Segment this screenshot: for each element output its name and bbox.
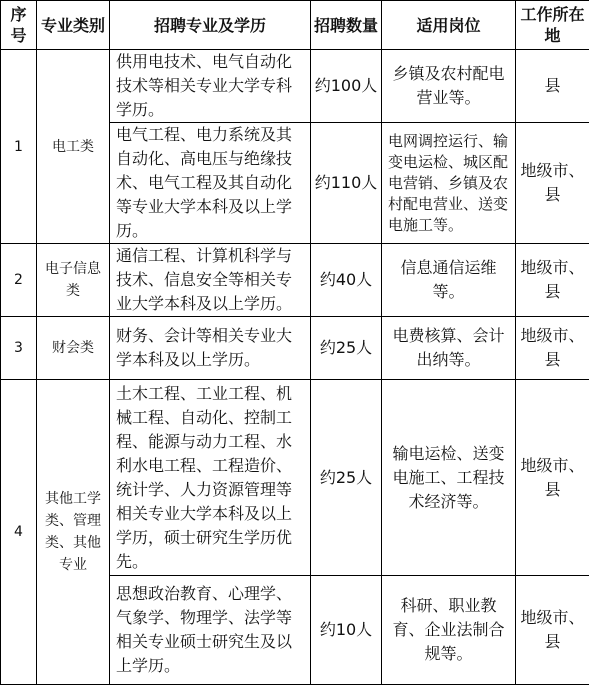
row-count: 约110人 <box>311 123 382 244</box>
row-major: 供用电技术、电气自动化技术等相关专业大学专科学历。 <box>110 50 311 123</box>
table-row <box>1 244 589 317</box>
row-location: 地级市、县 <box>516 576 589 685</box>
header-major: 招聘专业及学历 <box>110 1 311 50</box>
row-count: 约25人 <box>311 380 382 576</box>
row-category: 其他工学类、管理类、其他专业 <box>37 380 110 685</box>
row-position: 乡镇及农村配电营业等。 <box>382 50 516 123</box>
row-category: 电工类 <box>37 50 110 244</box>
row-index: 1 <box>1 50 37 244</box>
row-location: 地级市、县 <box>516 317 589 380</box>
row-position: 输电运检、送变电施工、工程技术经济等。 <box>382 380 516 576</box>
row-index: 3 <box>1 317 37 380</box>
row-count: 约10人 <box>311 576 382 685</box>
row-location: 县 <box>516 50 589 123</box>
header-category: 专业类别 <box>37 1 110 50</box>
row-position: 电费核算、会计出纳等。 <box>382 317 516 380</box>
table-row <box>1 50 589 123</box>
table-row <box>1 317 589 380</box>
row-position: 信息通信运维等。 <box>382 244 516 317</box>
row-category: 财会类 <box>37 317 110 380</box>
header-location: 工作所在地 <box>516 1 589 50</box>
header-count: 招聘数量 <box>311 1 382 50</box>
row-major: 电气工程、电力系统及其自动化、高电压与绝缘技术、电气工程及其自动化等专业大学本科及以上学历。 <box>110 123 311 244</box>
row-location: 地级市、县 <box>516 244 589 317</box>
row-position: 科研、职业教育、企业法制合规等。 <box>382 576 516 685</box>
header-position: 适用岗位 <box>382 1 516 50</box>
row-major: 土木工程、工业工程、机械工程、自动化、控制工程、能源与动力工程、水利水电工程、工程造价、统计学、人力资源管理等相关专业大学本科及以上学历，硕士研究生学历优先。 <box>110 380 311 576</box>
row-category: 电子信息类 <box>37 244 110 317</box>
header-row <box>1 1 589 50</box>
row-location: 地级市、县 <box>516 380 589 576</box>
table-row <box>1 380 589 576</box>
row-location: 地级市、县 <box>516 123 589 244</box>
row-index: 4 <box>1 380 37 685</box>
row-major: 思想政治教育、心理学、气象学、物理学、法学等相关专业硕士研究生及以上学历。 <box>110 576 311 685</box>
row-index: 2 <box>1 244 37 317</box>
row-count: 约100人 <box>311 50 382 123</box>
row-position: 电网调控运行、输变电运检、城区配电营销、乡镇及农村配电营业、送变电施工等。 <box>382 123 516 244</box>
row-count: 约40人 <box>311 244 382 317</box>
row-major: 财务、会计等相关专业大学本科及以上学历。 <box>110 317 311 380</box>
header-index: 序号 <box>1 1 37 50</box>
row-major: 通信工程、计算机科学与技术、信息安全等相关专业大学本科及以上学历。 <box>110 244 311 317</box>
row-count: 约25人 <box>311 317 382 380</box>
